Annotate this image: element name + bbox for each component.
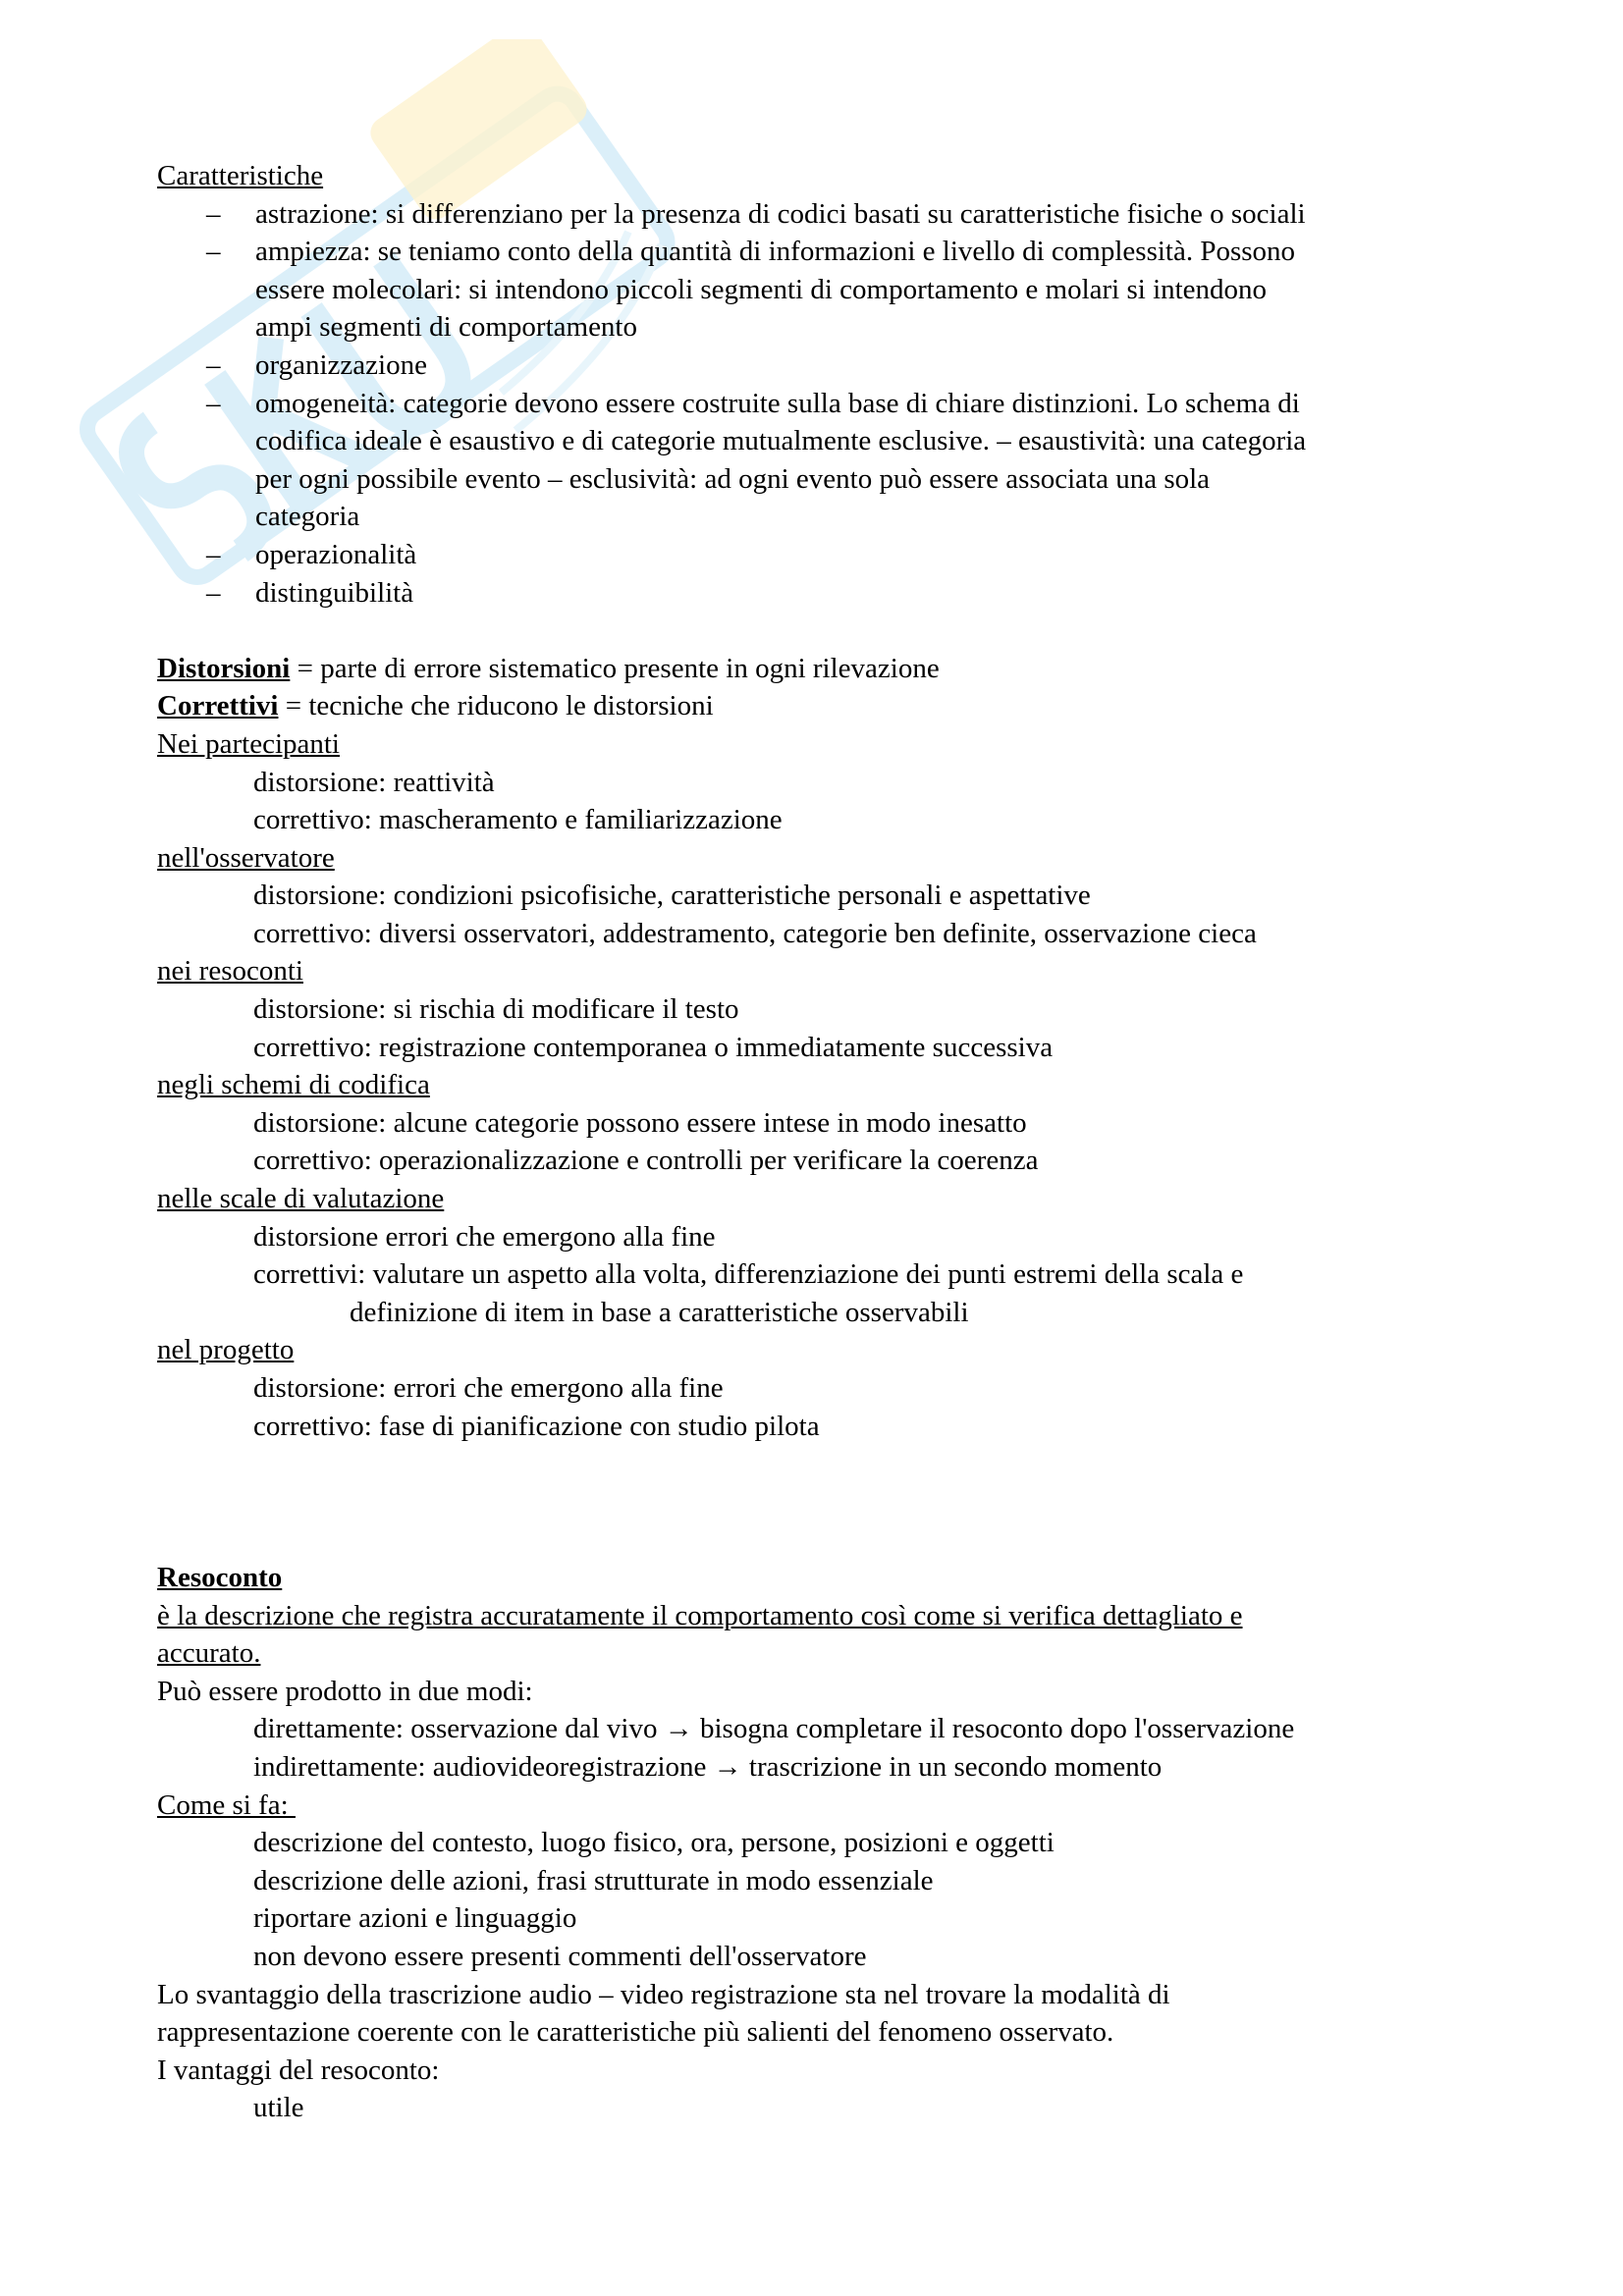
dash-bullet: – <box>206 236 221 268</box>
how-item: descrizione del contesto, luogo fisico, ora, persone, posizioni e oggetti <box>253 1827 1055 1859</box>
disadvantage-line: Lo svantaggio della trascrizione audio – video registrazione sta nel trovare la modalità di <box>157 1978 1170 2010</box>
how-item: non devono essere presenti commenti dell'osservatore <box>253 1940 867 1972</box>
definition-text: = tecniche che riducono le distorsioni <box>278 690 714 722</box>
resoconto-definition-line: accurato. <box>157 1637 261 1670</box>
caratteristiche-list <box>157 195 1532 613</box>
term-correttivi: Correttivi <box>157 690 279 722</box>
section-line: distorsione: condizioni psicofisiche, caratteristiche personali e aspettative <box>253 880 1091 912</box>
term-distorsioni: Distorsioni <box>157 652 291 684</box>
section-line: distorsione: reattività <box>253 766 495 798</box>
section-title-resoconto: Resoconto <box>157 1561 283 1593</box>
section-line: distorsione: si rischia di modificare il testo <box>253 993 739 1026</box>
section-resoconti <box>157 952 1532 1066</box>
how-item: descrizione delle azioni, frasi strutturate in modo essenziale <box>253 1864 934 1896</box>
disadvantage-line: rappresentazione coerente con le caratteristiche più salienti del fenomeno osservato. <box>157 2016 1114 2049</box>
spacer <box>157 612 1532 650</box>
how-title: Come si fa: <box>157 1789 296 1821</box>
section-title: nell'osservatore <box>157 841 335 874</box>
section-partecipanti <box>157 725 1532 839</box>
mode-item: direttamente: osservazione dal vivo → bisogna completare il resoconto dopo l'osservazione <box>253 1713 1295 1745</box>
list-item-text: per ogni possibile evento – esclusività: ad ogni evento può essere associata una sola <box>255 462 1211 495</box>
dash-bullet: – <box>206 387 221 419</box>
spacer <box>157 1445 1532 1559</box>
section-osservatore <box>157 839 1532 953</box>
list-item-text: ampi segmenti di comportamento <box>255 311 637 344</box>
list-item-text: codifica ideale è esaustivo e di categorie mutualmente esclusive. – esaustività: una categoria <box>255 425 1307 457</box>
section-progetto <box>157 1331 1532 1445</box>
list-item-text: categoria <box>255 501 360 533</box>
list-item-ampiezza <box>157 233 1532 347</box>
section-title: negli schemi di codifica <box>157 1069 430 1101</box>
section-schemi-codifica <box>157 1066 1532 1180</box>
how-item: riportare azioni e linguaggio <box>253 1902 577 1935</box>
section-line: correttivo: diversi osservatori, addestramento, categorie ben definite, osservazione cieca <box>253 917 1257 949</box>
list-item-astrazione <box>157 195 1532 234</box>
list-item-text: distinguibilità <box>255 576 414 609</box>
section-title: nei resoconti <box>157 955 303 988</box>
list-item-text: astrazione: si differenziano per la presenza di codici basati su caratteristiche fisiche o sociali <box>255 197 1306 230</box>
section-scale-valutazione <box>157 1180 1532 1331</box>
section-line: distorsione: alcune categorie possono essere intese in modo inesatto <box>253 1106 1027 1139</box>
section-line: distorsione errori che emergono alla fine <box>253 1220 716 1253</box>
list-item-organizzazione <box>157 347 1532 385</box>
section-title-caratteristiche: Caratteristiche <box>157 160 324 191</box>
list-item-text: operazionalità <box>255 538 417 570</box>
section-line: correttivo: fase di pianificazione con studio pilota <box>253 1410 820 1442</box>
list-item-text: omogeneità: categorie devono essere costruite sulla base di chiare distinzioni. Lo schema di <box>255 387 1300 419</box>
list-item-text: organizzazione <box>255 348 427 381</box>
section-title: nel progetto <box>157 1334 295 1366</box>
section-line: distorsione: errori che emergono alla fine <box>253 1372 724 1404</box>
section-line: correttivi: valutare un aspetto alla volta, differenziazione dei punti estremi della scala e <box>253 1258 1244 1291</box>
section-line-continued: definizione di item in base a caratteristiche osservabili <box>350 1296 969 1328</box>
list-item-operazionalita <box>157 536 1532 574</box>
list-item-text: essere molecolari: si intendono piccoli segmenti di comportamento e molari si intendono <box>255 273 1268 305</box>
section-resoconto <box>157 1559 1532 2127</box>
advantage-item: utile <box>253 2092 304 2124</box>
mode-item: indirettamente: audiovideoregistrazione → trascrizione in un secondo momento <box>253 1750 1163 1783</box>
list-item-distinguibilita <box>157 574 1532 613</box>
section-line: correttivo: operazionalizzazione e controlli per verificare la coerenza <box>253 1145 1039 1177</box>
dash-bullet: – <box>206 538 221 570</box>
advantages-intro: I vantaggi del resoconto: <box>157 2054 440 2086</box>
section-line: correttivo: mascheramento e familiarizzazione <box>253 804 783 836</box>
list-item-omogeneita <box>157 385 1532 536</box>
resoconto-definition-line: è la descrizione che registra accuratamente il comportamento così come si verifica dettagliato e <box>157 1599 1243 1631</box>
modes-intro: Può essere prodotto in due modi: <box>157 1675 533 1707</box>
section-title: Nei partecipanti <box>157 727 340 760</box>
definition-distorsioni <box>157 650 1532 688</box>
document-page <box>157 157 1532 2127</box>
dash-bullet: – <box>206 348 221 381</box>
section-line: correttivo: registrazione contemporanea o immediatamente successiva <box>253 1031 1054 1063</box>
section-title: nelle scale di valutazione <box>157 1183 445 1215</box>
list-item-text: ampiezza: se teniamo conto della quantità di informazioni e livello di complessità. Possono <box>255 236 1296 268</box>
dash-bullet: – <box>206 576 221 609</box>
definition-correttivi <box>157 687 1532 725</box>
dash-bullet: – <box>206 197 221 230</box>
definition-text: = parte di errore sistematico presente in ogni rilevazione <box>290 652 940 684</box>
